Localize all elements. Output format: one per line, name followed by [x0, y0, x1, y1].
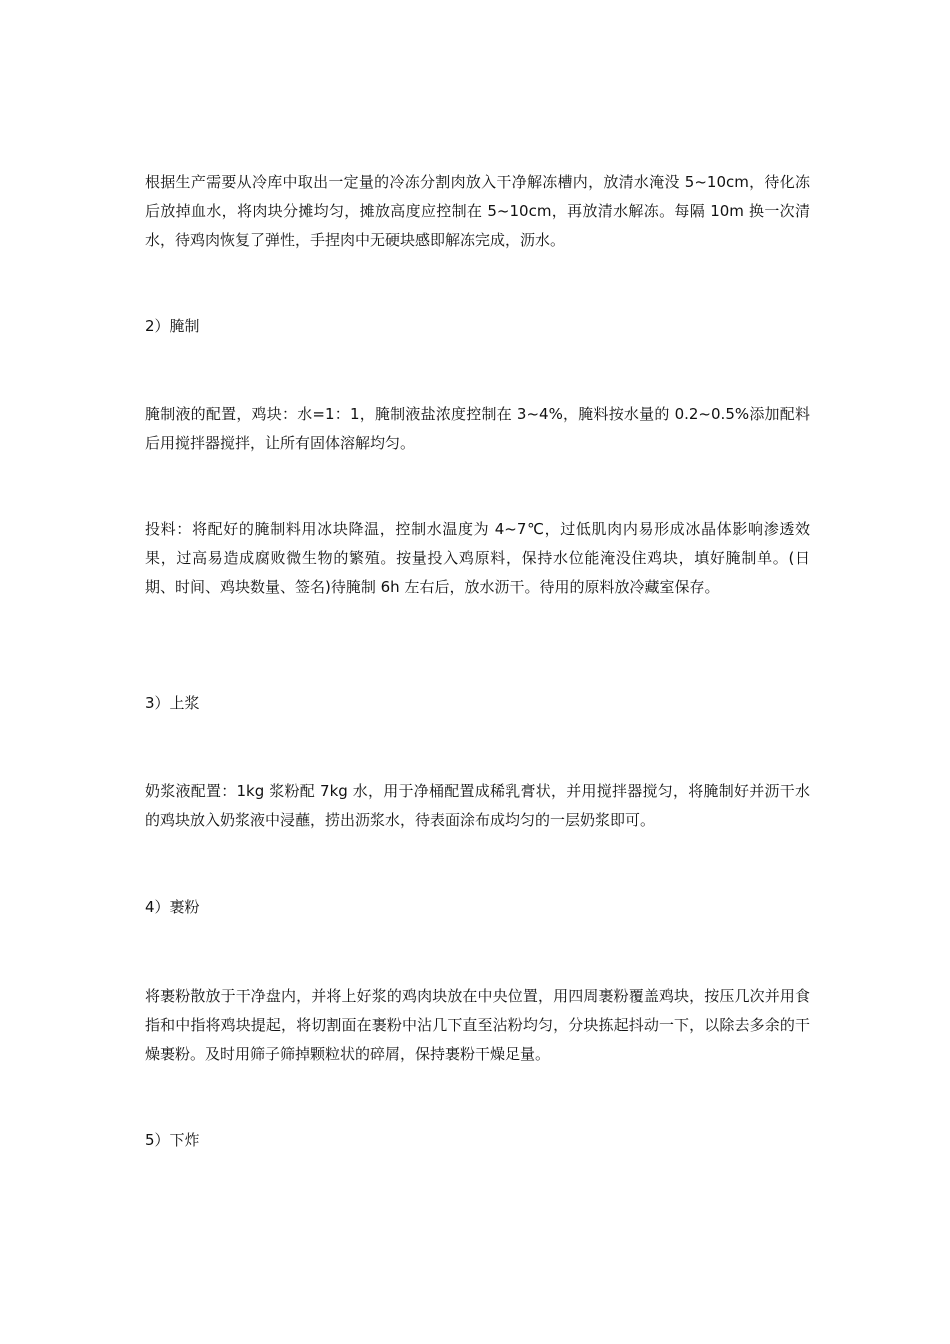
heading-frying: 5）下炸	[145, 1131, 200, 1149]
heading-marinate: 2）腌制	[145, 317, 200, 335]
paragraph-feeding: 投料：将配好的腌制料用冰块降温，控制水温度为 4~7℃，过低肌肉内易形成冰晶体影响渗透效果，过高易造成腐败微生物的繁殖。按量投入鸡原料，保持水位能淹没住鸡块，填好腌制单。(日期、时间、鸡块数量、签名)待腌制 6h 左右后，放水沥干。待用的原料放冷藏室保存。	[145, 520, 810, 596]
paragraph-batter: 奶浆液配置：1kg 浆粉配 7kg 水，用于净桶配置成稀乳膏状，并用搅拌器搅匀，将腌制好并沥干水的鸡块放入奶浆液中浸蘸，捞出沥浆水，待表面涂布成均匀的一层奶浆即可。	[145, 782, 810, 829]
paragraph-thawing: 根据生产需要从冷库中取出一定量的冷冻分割肉放入干净解冻槽内，放清水淹没 5~10cm，待化冻后放掉血水，将肉块分摊均匀，摊放高度应控制在 5~10cm，再放清水解冻。每隔 10m 换一次清水，待鸡肉恢复了弹性，手捏肉中无硬块感即解冻完成，沥水。	[145, 173, 810, 249]
paragraph-breading: 将裹粉散放于干净盘内，并将上好浆的鸡肉块放在中央位置，用四周裹粉覆盖鸡块，按压几次并用食指和中指将鸡块提起，将切割面在裹粉中沾几下直至沾粉均匀，分块拣起抖动一下，以除去多余的干燥裹粉。及时用筛子筛掉颗粒状的碎屑，保持裹粉干燥足量。	[145, 987, 810, 1063]
paragraph-marinate-ratio: 腌制液的配置，鸡块：水=1：1，腌制液盐浓度控制在 3~4%，腌料按水量的 0.2~0.5%添加配料后用搅拌器搅拌，让所有固体溶解均匀。	[145, 405, 810, 452]
heading-breading: 4）裹粉	[145, 898, 200, 916]
heading-batter: 3）上浆	[145, 694, 200, 712]
